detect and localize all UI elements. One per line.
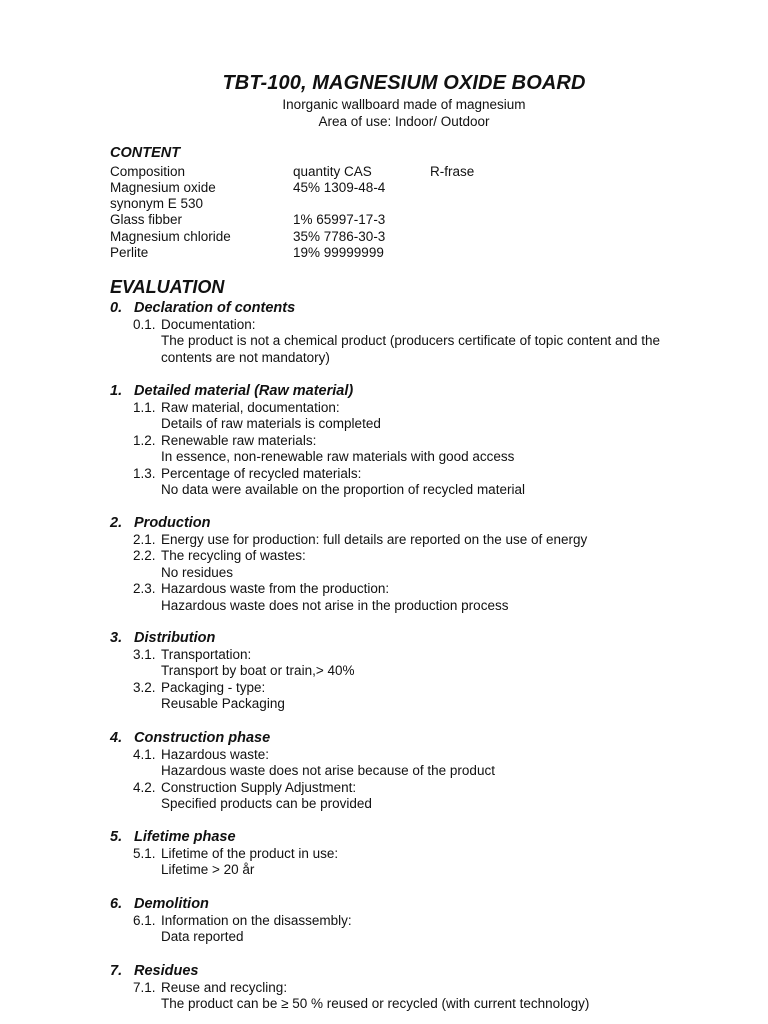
section-number: 6. [110,896,123,912]
section-number: 1. [110,383,123,399]
subitem-detail: Transport by boat or train,> 40% [161,663,355,679]
subitem-number: 6.1. [133,913,156,928]
subitem [110,548,740,564]
content-row-name: Magnesium oxide [110,180,216,195]
section-heading [110,514,740,532]
section-number: 7. [110,963,123,979]
subitem [110,680,740,696]
content-col-rfrase: R-frase [430,164,475,179]
content-row-qty: 45% 1309-48-4 [293,180,386,195]
subitem-number: 1.1. [133,400,156,415]
subitem-number: 3.1. [133,647,156,662]
subitem-number: 5.1. [133,846,156,861]
content-row-name: Glass fibber [110,212,183,227]
evaluation-heading: EVALUATION [110,277,225,297]
evaluation-section-detailed-material [110,382,740,498]
subitem-number: 2.3. [133,581,156,597]
content-heading: CONTENT [110,145,181,161]
subitem-number: 2.1. [133,532,156,547]
subitem-number: 7.1. [133,980,156,995]
subitem-detail: The product can be ≥ 50 % reused or recycled (with current technology) [161,996,590,1012]
content-row-name: Perlite [110,245,149,260]
section-title: Distribution [134,630,216,646]
subitem-label: Documentation: [161,317,256,332]
section-number: 4. [110,730,123,746]
evaluation-section-distribution [110,629,740,713]
subitem [110,780,740,796]
section-heading [110,828,740,846]
subitem-label: Hazardous waste from the production: [161,581,390,597]
subitem [110,846,740,862]
section-title: Construction phase [134,730,271,746]
subitem-number: 4.2. [133,779,156,795]
subitem-detail: Details of raw materials is completed [161,416,381,432]
subitem-label: The recycling of wastes: [161,548,306,564]
evaluation-section-construction-phase [110,729,740,813]
section-heading [110,962,740,980]
evaluation-section-residues [110,962,740,1013]
subitem [110,532,740,548]
section-heading [110,729,740,747]
evaluation-section-demolition [110,895,740,946]
section-heading [110,382,740,400]
section-heading [110,895,740,913]
subitem-detail: No data were available on the proportion of recycled material [161,481,525,497]
section-title: Declaration of contents [134,300,296,316]
subitem-detail: Hazardous waste does not arise in the production process [161,597,509,613]
subitem-detail: contents are not mandatory) [161,349,330,365]
subitem-detail: Data reported [161,929,244,945]
section-title: Detailed material (Raw material) [134,383,354,399]
document-subtitle-area: Area of use: Indoor/ Outdoor [318,114,490,129]
subitem [110,400,740,416]
subitem [110,317,740,333]
subitem [110,466,740,482]
subitem-number: 1.2. [133,432,156,448]
subitem-label: Raw material, documentation: [161,400,340,415]
subitem-detail: Specified products can be provided [161,796,372,812]
subitem-detail: In essence, non-renewable raw materials with good access [161,449,515,465]
content-row-name: Magnesium chloride [110,229,231,244]
subitem-label: Information on the disassembly: [161,913,352,928]
section-number: 2. [110,515,123,531]
subitem-detail: Hazardous waste does not arise because of the product [161,763,495,779]
content-col-composition: Composition [110,164,186,179]
subitem-label: Packaging - type: [161,679,266,695]
content-row-name: synonym E 530 [110,196,204,211]
section-title: Residues [134,963,199,979]
subitem-number: 4.1. [133,747,156,762]
subitem-number: 3.2. [133,679,156,695]
document-title: TBT-100, MAGNESIUM OXIDE BOARD [222,72,586,94]
subitem-number: 2.2. [133,548,156,564]
section-title: Production [134,515,211,531]
subitem-number: 0.1. [133,317,156,332]
section-title: Lifetime phase [134,829,236,845]
content-col-quantity-cas: quantity CAS [293,164,372,179]
evaluation-section-declaration [110,299,740,366]
section-heading [110,299,740,317]
subitem [110,581,740,597]
subitem-label: Percentage of recycled materials: [161,465,362,481]
subitem-label: Construction Supply Adjustment: [161,779,357,795]
subitem-detail: The product is not a chemical product (producers certificate of topic content and the [161,333,661,349]
evaluation-section-production [110,514,740,614]
section-number: 3. [110,630,123,646]
content-row-qty: 1% 65997-17-3 [293,212,386,227]
evaluation-section-lifetime-phase [110,828,740,879]
section-number: 0. [110,300,123,316]
subitem-detail: Reusable Packaging [161,696,285,712]
subitem-label: Reuse and recycling: [161,980,288,995]
section-title: Demolition [134,896,209,912]
content-row-qty: 19% 99999999 [293,245,384,260]
subitem [110,647,740,663]
subitem-label: Lifetime of the product in use: [161,846,339,861]
content-row-qty: 35% 7786-30-3 [293,229,386,244]
subitem-label: Hazardous waste: [161,747,270,762]
subitem [110,747,740,763]
subitem [110,980,740,996]
subitem-number: 1.3. [133,465,156,481]
subitem [110,913,740,929]
subitem-detail: No residues [161,564,234,580]
section-number: 5. [110,829,123,845]
document-subtitle-material: Inorganic wallboard made of magnesium [282,97,526,112]
subitem-detail: Lifetime > 20 år [161,862,255,878]
subitem [110,433,740,449]
subitem-label: Renewable raw materials: [161,432,317,448]
section-heading [110,629,740,647]
subitem-label: Transportation: [161,647,252,662]
subitem-label: Energy use for production: full details are reported on the use of energy [161,532,588,547]
